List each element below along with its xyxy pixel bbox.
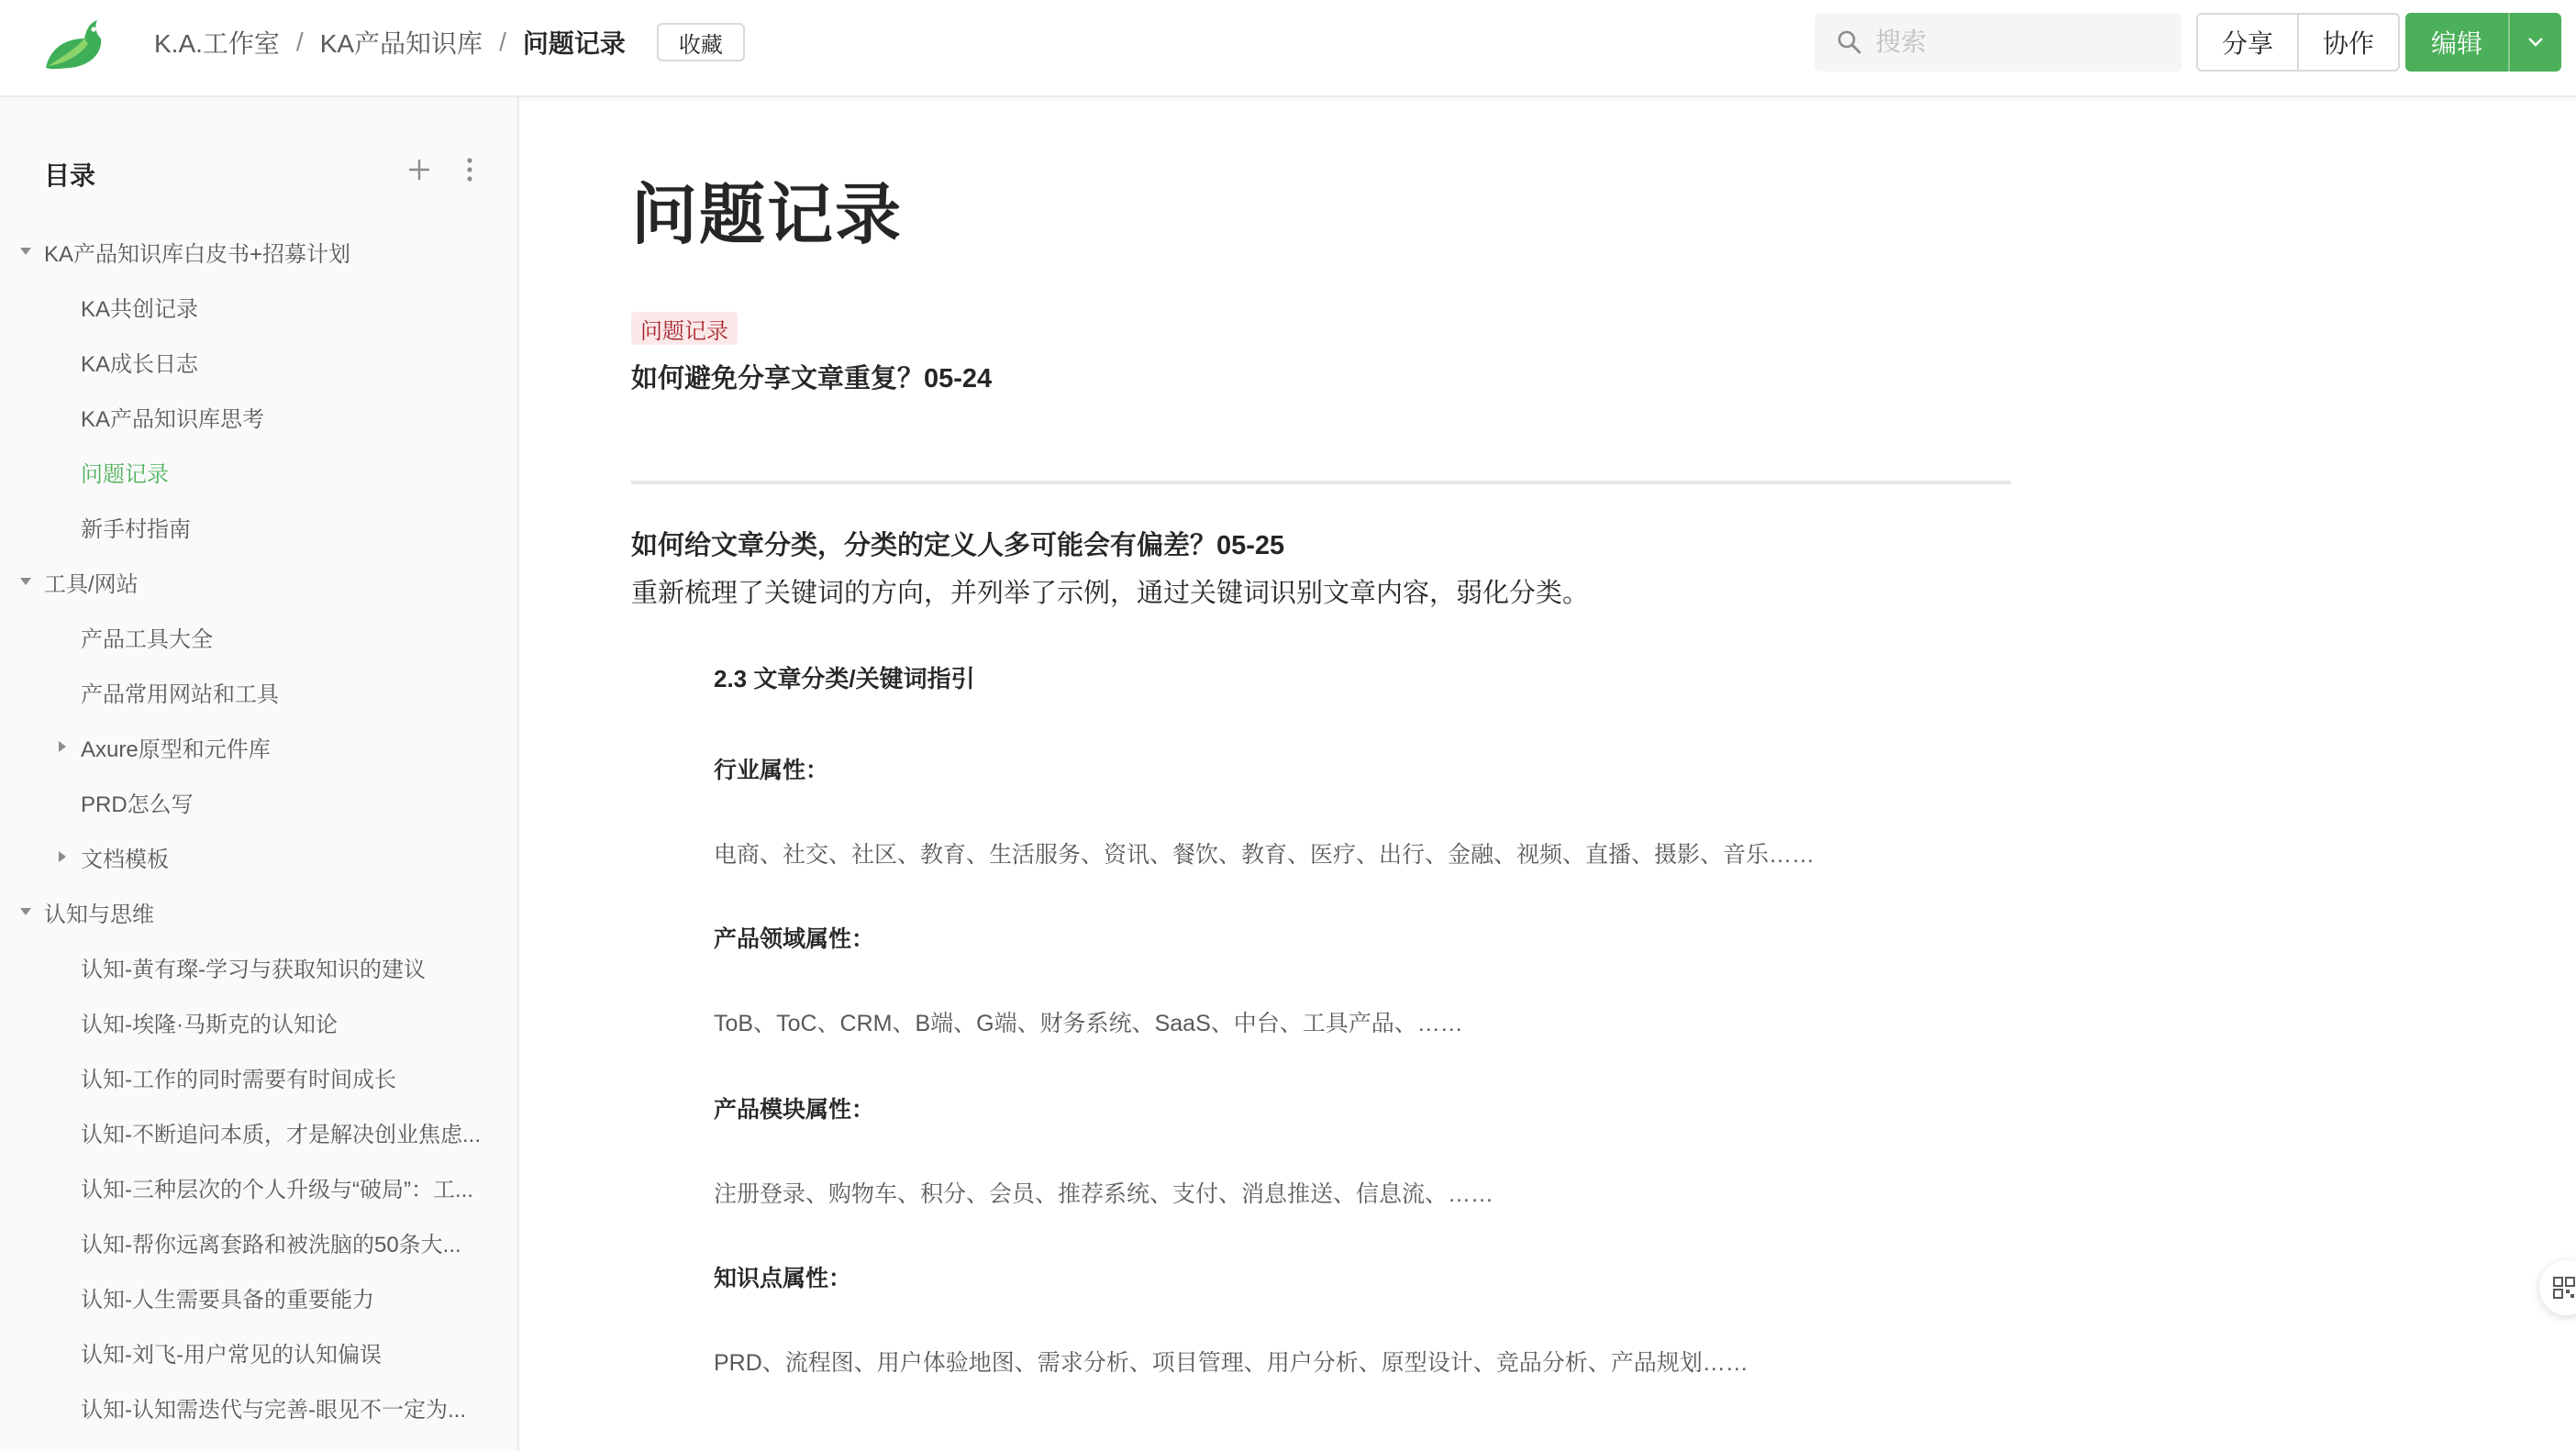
collab-button[interactable]: 协作	[2297, 15, 2398, 70]
breadcrumb-current: 问题记录	[522, 29, 626, 58]
qr-code-icon	[2552, 1276, 2576, 1300]
sidebar-item-label: 认知-刘飞-用户常见的认知偏误	[81, 1342, 382, 1368]
sidebar-item[interactable]	[0, 224, 517, 279]
sidebar-item[interactable]	[0, 829, 517, 884]
breadcrumb	[154, 20, 745, 64]
domain-attr-text: ToB、ToC、CRM、B端、G端、财务系统、SaaS、中台、工具产品、……	[714, 1011, 1463, 1036]
sidebar-item[interactable]	[0, 279, 517, 334]
sidebar-item-label: 认知-帮你远离套路和被洗脑的50条大...	[81, 1232, 461, 1257]
toc-title: 目录	[44, 161, 96, 190]
plus-icon	[407, 158, 431, 182]
sidebar-item[interactable]	[0, 1049, 517, 1104]
document-area	[519, 97, 2576, 1451]
sidebar-item[interactable]	[0, 609, 517, 664]
sidebar	[0, 97, 519, 1451]
sidebar-item[interactable]	[0, 1159, 517, 1214]
edit-dropdown-button[interactable]	[2508, 13, 2561, 72]
sidebar-item-label: 产品工具大全	[81, 626, 213, 652]
sidebar-item-label: 认知-黄有璨-学习与获取知识的建议	[81, 957, 426, 982]
sidebar-item-label: 认知-人生需要具备的重要能力	[81, 1287, 374, 1313]
edit-button-group	[2405, 13, 2561, 72]
industry-attr-text: 电商、社交、社区、教育、生活服务、资讯、餐饮、教育、医疗、出行、金融、视频、直播、摄影、音乐……	[714, 842, 1815, 868]
sidebar-item-label: 认知-工作的同时需要有时间成长	[81, 1067, 396, 1092]
knowledge-attr-heading: 知识点属性：	[714, 1266, 852, 1291]
document-title: 问题记录	[631, 179, 904, 252]
caret-right-icon[interactable]	[53, 847, 72, 866]
search-icon	[1837, 29, 1862, 55]
question-description: 重新梳理了关键词的方向，并列举了示例，通过关键词识别文章内容，弱化分类。	[631, 579, 1590, 608]
sidebar-item[interactable]	[0, 884, 517, 939]
sidebar-item[interactable]	[0, 1324, 517, 1379]
question-heading-1: 如何避免分享文章重复？05-24	[631, 364, 993, 393]
toc-more-button[interactable]	[457, 154, 483, 185]
sidebar-item[interactable]	[0, 1104, 517, 1159]
sidebar-item[interactable]	[0, 444, 517, 499]
top-bar	[0, 0, 2576, 97]
sidebar-item[interactable]	[0, 334, 517, 389]
sidebar-item-label: KA产品知识库白皮书+招募计划	[44, 241, 351, 267]
more-vertical-icon	[466, 157, 473, 183]
sidebar-item[interactable]	[0, 1269, 517, 1324]
breadcrumb-separator: /	[499, 28, 506, 56]
module-attr-heading: 产品模块属性：	[714, 1097, 875, 1123]
sidebar-item-label: 产品常用网站和工具	[81, 681, 279, 707]
sidebar-item[interactable]	[0, 719, 517, 774]
section-title: 2.3 文章分类/关键词指引	[714, 665, 975, 692]
sidebar-item-label: 工具/网站	[44, 571, 139, 597]
sidebar-item-label: KA成长日志	[81, 351, 199, 377]
breadcrumb-separator: /	[295, 28, 304, 56]
sidebar-item[interactable]	[0, 774, 517, 829]
add-toc-button[interactable]	[404, 154, 435, 185]
sidebar-item-label: 认知与思维	[44, 902, 154, 927]
sidebar-item-label: Axure原型和元件库	[81, 737, 271, 762]
sidebar-item[interactable]	[0, 499, 517, 554]
caret-down-icon[interactable]	[17, 242, 35, 260]
sidebar-item-label: 文档模板	[81, 847, 169, 872]
sidebar-item-label: 新手村指南	[81, 516, 191, 542]
breadcrumb-item-kb[interactable]: KA产品知识库	[319, 29, 483, 58]
caret-right-icon[interactable]	[53, 737, 72, 756]
sidebar-item[interactable]	[0, 554, 517, 609]
sidebar-item-label: PRD怎么写	[81, 792, 194, 817]
search-input[interactable]	[1875, 28, 2169, 57]
sidebar-item[interactable]	[0, 664, 517, 719]
sidebar-item-label: 认知-埃隆·马斯克的认知论	[81, 1012, 338, 1037]
toc-list	[0, 224, 517, 1434]
favorite-button[interactable]: 收藏	[657, 23, 745, 61]
search-box[interactable]	[1815, 13, 2182, 72]
divider	[631, 481, 2011, 484]
breadcrumb-item-studio[interactable]: K.A.工作室	[154, 29, 280, 58]
caret-down-icon[interactable]	[17, 903, 35, 921]
module-attr-text: 注册登录、购物车、积分、会员、推荐系统、支付、消息推送、信息流、……	[714, 1181, 1494, 1207]
sidebar-item[interactable]	[0, 994, 517, 1049]
caret-down-icon[interactable]	[17, 572, 35, 591]
sidebar-item-label: 认知-不断追问本质，才是解决创业焦虑...	[81, 1122, 481, 1147]
sidebar-item-label: KA共创记录	[81, 296, 199, 322]
sidebar-item-label: 认知-三种层次的个人升级与“破局”：工...	[81, 1177, 473, 1202]
knowledge-attr-text: PRD、流程图、用户体验地图、需求分析、项目管理、用户分析、原型设计、竞品分析、产品规划……	[714, 1350, 1749, 1376]
industry-attr-heading: 行业属性：	[714, 758, 829, 783]
sidebar-item-label: 认知-认知需迭代与完善-眼见不一定为...	[81, 1397, 466, 1423]
chevron-down-icon	[2526, 36, 2545, 49]
sidebar-item[interactable]	[0, 1379, 517, 1434]
share-collab-group	[2196, 13, 2400, 72]
share-button[interactable]: 分享	[2198, 15, 2297, 70]
sidebar-item[interactable]	[0, 1214, 517, 1269]
tag-label[interactable]: 问题记录	[631, 312, 738, 345]
edit-button[interactable]: 编辑	[2431, 29, 2483, 58]
sidebar-item-label: 问题记录	[81, 461, 169, 487]
question-heading-2: 如何给文章分类，分类的定义人多可能会有偏差？05-25	[631, 531, 1285, 560]
sidebar-item[interactable]	[0, 939, 517, 994]
sidebar-item-label: KA产品知识库思考	[81, 406, 265, 432]
bird-logo-icon[interactable]	[37, 11, 110, 75]
domain-attr-heading: 产品领域属性：	[714, 926, 875, 952]
sidebar-item[interactable]	[0, 389, 517, 444]
